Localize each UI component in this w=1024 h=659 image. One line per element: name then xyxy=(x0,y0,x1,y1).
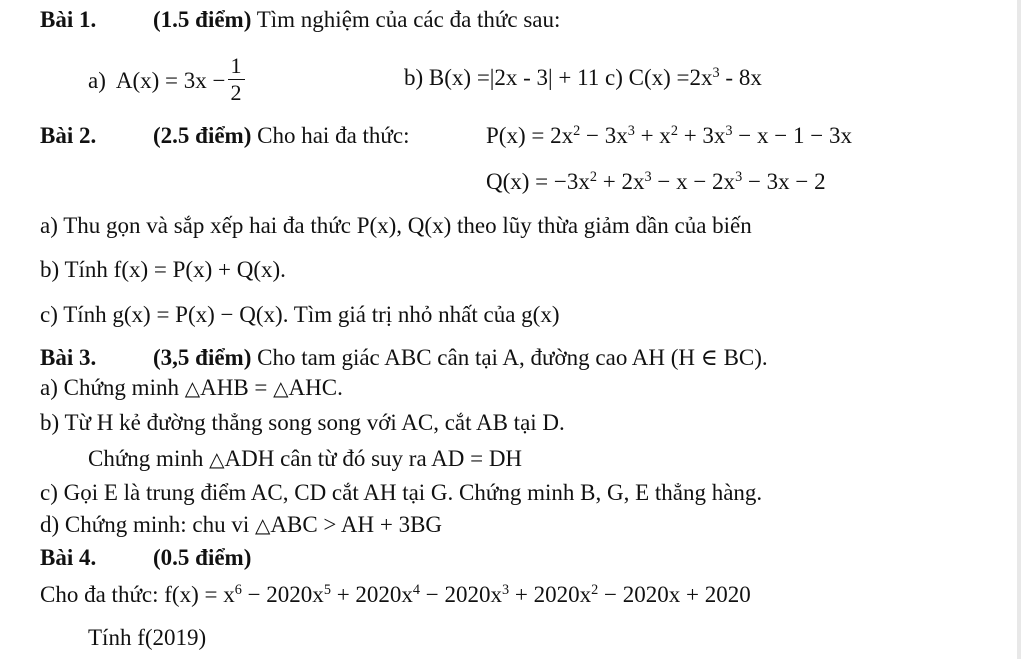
f-exp: 6 xyxy=(234,582,242,599)
p-exp: 3 xyxy=(627,123,635,140)
bai3-heading xyxy=(40,346,768,369)
bai4-task: Tính f(2019) xyxy=(88,625,207,650)
bai1-c-exponent: 3 xyxy=(712,65,720,82)
fraction-denominator: 2 xyxy=(230,80,242,105)
p-term: + x xyxy=(634,123,671,148)
bai3-b2-post: ADH cân từ đó suy ra AD = DH xyxy=(224,446,523,471)
bai2-part-b: b) Tính f(x) = P(x) + Q(x). xyxy=(40,257,286,282)
bai2-part-c: c) Tính g(x) = P(x) − Q(x). Tìm giá trị nhỏ nhất của g(x) xyxy=(40,302,560,327)
f-exp: 2 xyxy=(591,582,599,599)
bai3-a-pre: a) Chứng minh xyxy=(40,375,185,400)
bai3-b2-pre: Chứng minh xyxy=(88,446,210,471)
f-term: + 2020x xyxy=(330,582,413,607)
p-term: − 3x xyxy=(580,123,628,148)
bai1-part-bc xyxy=(404,66,762,89)
q-term: + 2x xyxy=(597,169,645,194)
bai3-prompt: Cho tam giác ABC cân tại A, đường cao AH (H ∈ BC). xyxy=(257,345,768,370)
f-term: Cho đa thức: f(x) = x xyxy=(40,582,235,607)
bai3-part-a xyxy=(40,376,343,399)
q-term: − x − 2x xyxy=(651,169,736,194)
bai2-heading xyxy=(40,124,409,147)
bai2-prompt: Cho hai đa thức: xyxy=(257,123,410,148)
bai1-a-expr: A(x) = 3x − xyxy=(115,68,226,93)
bai4-title: Bài 4. xyxy=(40,545,97,570)
q-exp: 2 xyxy=(589,169,597,186)
bai2-part-a: a) Thu gọn và sắp xếp hai đa thức P(x), Q(x) theo lũy thừa giảm dần của biến xyxy=(40,213,752,238)
p-term: + 3x xyxy=(677,123,726,148)
bai1-points: (1.5 điểm) xyxy=(153,7,252,32)
bai4-polynomial-f xyxy=(40,583,751,606)
f-term: − 2020x xyxy=(420,582,503,607)
bai1-part-a xyxy=(88,53,247,105)
f-exp: 5 xyxy=(323,582,331,599)
bai1-b-text: b) B(x) =|2x - 3| + 11 c) C(x) =2x xyxy=(404,65,713,90)
fraction-numerator: 1 xyxy=(228,55,245,80)
p-exp: 2 xyxy=(670,123,678,140)
bai2-points: (2.5 điểm) xyxy=(153,123,252,148)
q-term: Q(x) = −3x xyxy=(486,169,590,194)
bai1-title: Bài 1. xyxy=(40,7,97,32)
bai3-part-c: c) Gọi E là trung điểm AC, CD cắt AH tại G. Chứng minh B, G, E thẳng hàng. xyxy=(40,480,763,505)
bai3-part-b-line2 xyxy=(88,447,522,470)
bai1-a-label: a) xyxy=(88,68,106,93)
bai2-polynomial-p xyxy=(486,124,852,147)
p-term: P(x) = 2x xyxy=(486,123,574,148)
f-exp: 3 xyxy=(502,582,510,599)
page-edge-shadow xyxy=(1017,0,1021,659)
q-term: − 3x − 2 xyxy=(742,169,826,194)
triangle-icon: △ xyxy=(255,513,271,537)
triangle-icon: △ xyxy=(273,376,289,400)
f-term: − 2020x + 2020 xyxy=(598,582,751,607)
f-exp: 4 xyxy=(412,582,421,599)
bai4-heading xyxy=(40,546,251,569)
bai3-d-post: ABC > AH + 3BG xyxy=(270,512,443,537)
f-term: − 2020x xyxy=(241,582,324,607)
p-exp: 2 xyxy=(573,123,581,140)
bai3-d-pre: d) Chứng minh: chu vi xyxy=(40,512,255,537)
p-exp: 3 xyxy=(725,123,733,140)
bai1-heading xyxy=(40,8,560,31)
q-exp: 3 xyxy=(644,169,652,186)
bai2-title: Bài 2. xyxy=(40,123,97,148)
bai3-points: (3,5 điểm) xyxy=(153,345,252,370)
bai3-a-t2: AHC. xyxy=(288,375,343,400)
bai3-a-t1: AHB = xyxy=(200,375,274,400)
bai1-prompt: Tìm nghiệm của các đa thức sau: xyxy=(256,7,561,32)
triangle-icon: △ xyxy=(209,447,225,471)
bai3-title: Bài 3. xyxy=(40,345,97,370)
f-term: + 2020x xyxy=(509,582,592,607)
q-exp: 3 xyxy=(735,169,743,186)
bai2-polynomial-q xyxy=(486,170,826,193)
bai3-part-d xyxy=(40,513,442,536)
bai1-c-tail: - 8x xyxy=(719,65,762,90)
bai4-points: (0.5 điểm) xyxy=(153,545,252,570)
p-term: − x − 1 − 3x xyxy=(732,123,852,148)
triangle-icon: △ xyxy=(184,376,201,400)
bai1-a-fraction xyxy=(228,55,245,104)
bai3-part-b-line1: b) Từ H kẻ đường thẳng song song với AC, cắt AB tại D. xyxy=(40,410,565,435)
